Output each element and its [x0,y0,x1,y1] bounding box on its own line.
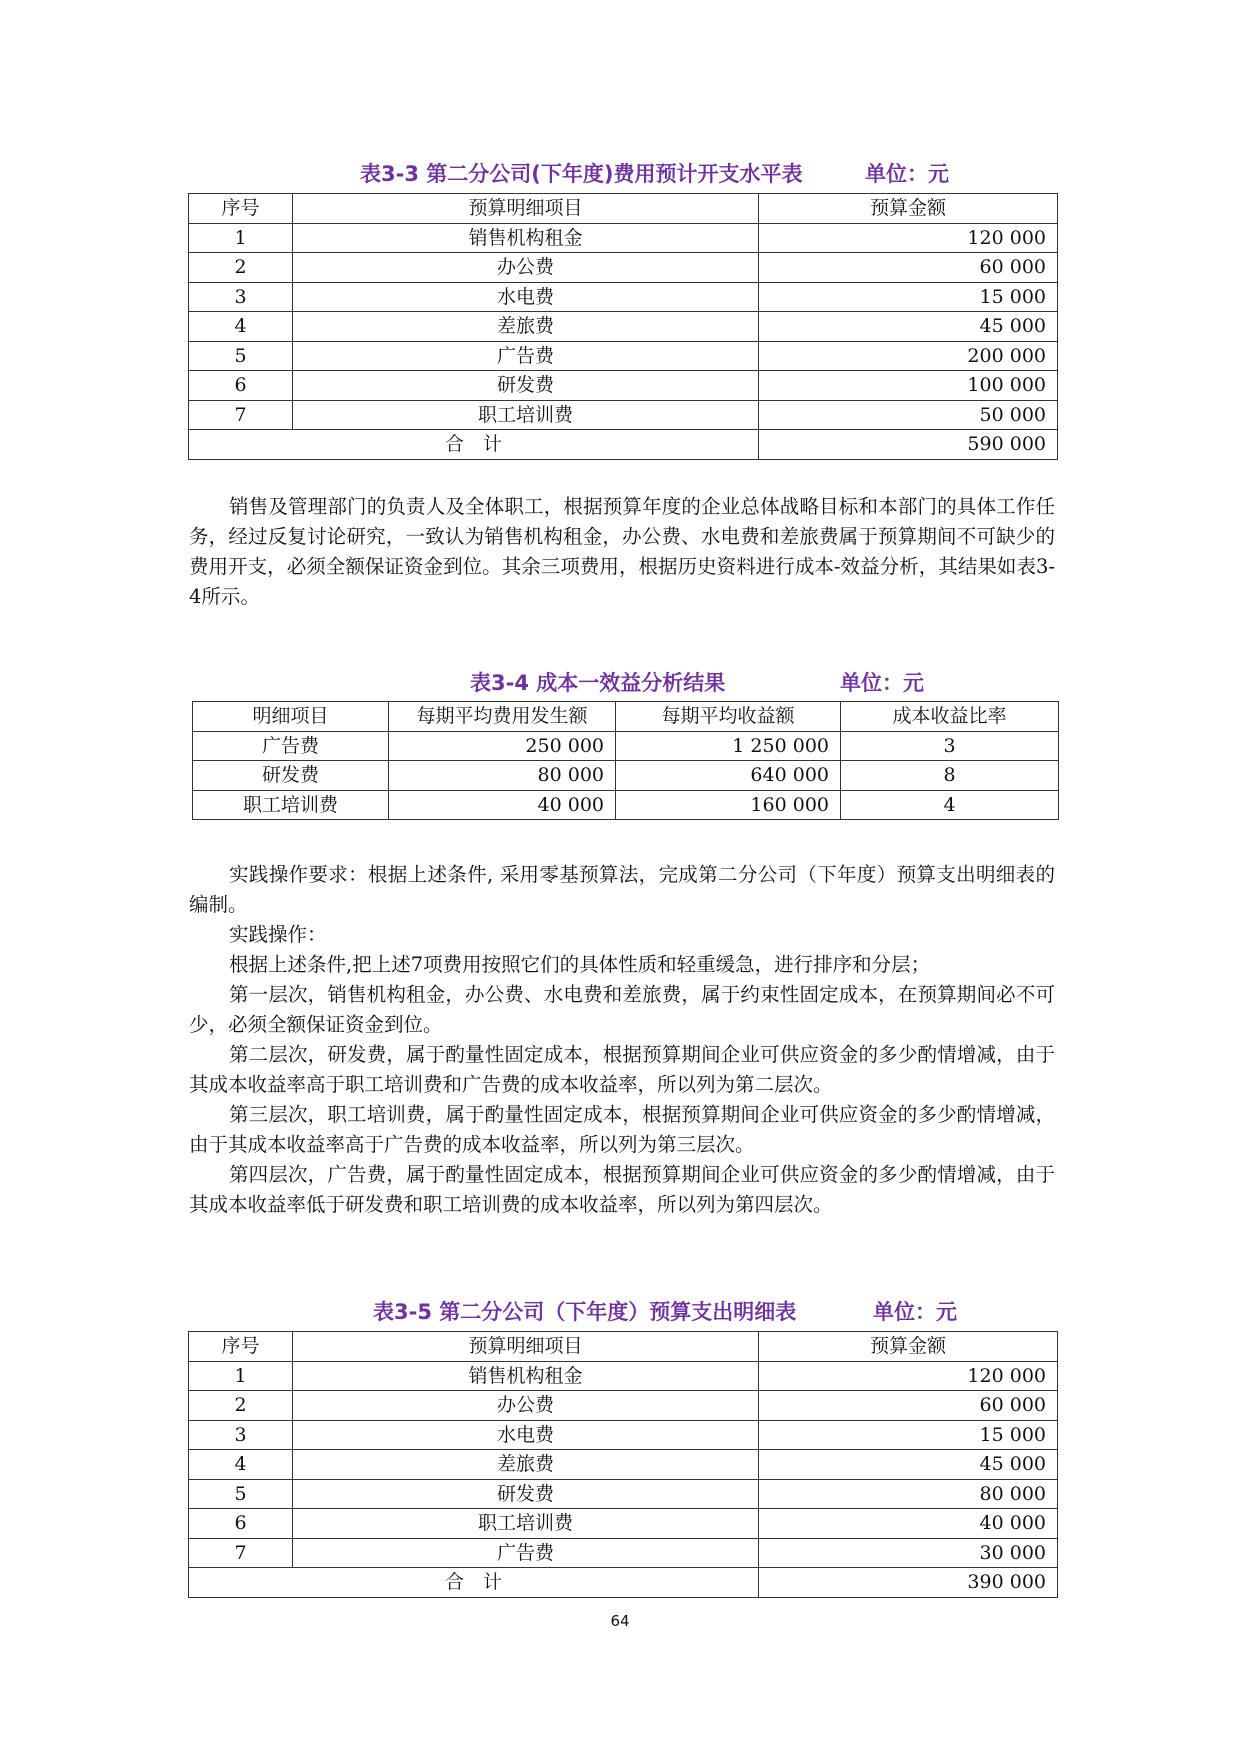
table-row [189,223,1058,253]
table-3-4-title: 表3-4 成本一效益分析结果 [470,671,726,695]
row-income: 160 000 [616,790,841,820]
row-item: 办公费 [293,253,759,283]
row-number: 7 [189,1538,293,1568]
row-amount: 80 000 [759,1479,1058,1509]
table-row [193,790,1059,820]
table-3-4 [192,701,1059,820]
header-cell: 每期平均费用发生额 [389,702,616,732]
row-item: 销售机构租金 [293,223,759,253]
row-amount: 45 000 [759,312,1058,342]
row-number: 5 [189,1479,293,1509]
table-3-5-title: 表3-5 第二分公司（下年度）预算支出明细表 [373,1300,797,1324]
table-row [189,400,1058,430]
table-row [189,1509,1058,1539]
row-number: 3 [189,1420,293,1450]
practice-requirement: 实践操作要求：根据上述条件, 采用零基预算法，完成第二分公司（下年度）预算支出明细表的编制。 [189,863,1055,916]
table-3-3-title: 表3-3 第二分公司(下年度)费用预计开支水平表 [360,162,803,186]
row-item: 研发费 [293,371,759,401]
table-3-4-unit: 单位：元 [840,671,924,695]
practice-heading: 实践操作： [229,923,327,946]
tier-4-paragraph: 第四层次，广告费，属于酌量性固定成本，根据预算期间企业可供应资金的多少酌情增减，由于其成本收益率低于研发费和职工培训费的成本收益率，所以列为第四层次。 [189,1163,1055,1216]
table-row [189,1538,1058,1568]
header-cell: 预算明细项目 [293,194,759,224]
row-item: 差旅费 [293,1450,759,1480]
row-item: 广告费 [293,341,759,371]
row-item: 差旅费 [293,312,759,342]
row-amount: 15 000 [759,282,1058,312]
table-3-3-caption [0,154,1240,190]
tier-2-paragraph: 第二层次，研发费，属于酌量性固定成本，根据预算期间企业可供应资金的多少酌情增减，由于其成本收益率高于职工培训费和广告费的成本收益率，所以列为第二层次。 [189,1043,1055,1096]
row-item: 职工培训费 [293,400,759,430]
row-income: 1 250 000 [616,731,841,761]
header-cell: 预算金额 [759,1332,1058,1362]
table-row [189,1420,1058,1450]
row-amount: 15 000 [759,1420,1058,1450]
row-amount: 120 000 [759,223,1058,253]
row-amount: 30 000 [759,1538,1058,1568]
row-amount: 120 000 [759,1361,1058,1391]
table-row [189,1450,1058,1480]
row-amount: 40 000 [759,1509,1058,1539]
row-number: 1 [189,223,293,253]
table-3-5 [188,1331,1058,1598]
table-row [193,761,1059,791]
header-cell: 序号 [189,194,293,224]
total-amount: 390 000 [759,1568,1058,1598]
table-header-row [189,194,1058,224]
total-label: 合 计 [189,1568,759,1598]
table-total-row [189,1568,1058,1598]
page-number: 64 [610,1612,630,1630]
table-row [189,371,1058,401]
row-income: 640 000 [616,761,841,791]
header-cell: 预算明细项目 [293,1332,759,1362]
row-item: 广告费 [193,731,389,761]
header-cell: 每期平均收益额 [616,702,841,732]
table-row [189,312,1058,342]
tier-1-paragraph: 第一层次，销售机构租金，办公费、水电费和差旅费，属于约束性固定成本，在预算期间必不可少，必须全额保证资金到位。 [189,983,1055,1036]
table-3-5-caption [0,1292,1240,1328]
table-total-row [189,430,1058,460]
table-row [189,1391,1058,1421]
row-number: 5 [189,341,293,371]
row-ratio: 3 [841,731,1059,761]
row-cost: 40 000 [389,790,616,820]
row-amount: 100 000 [759,371,1058,401]
row-amount: 60 000 [759,1391,1058,1421]
row-number: 2 [189,1391,293,1421]
row-number: 6 [189,371,293,401]
practice-section [189,860,1055,1220]
table-header-row [193,702,1059,732]
row-item: 销售机构租金 [293,1361,759,1391]
row-item: 职工培训费 [293,1509,759,1539]
row-item: 研发费 [293,1479,759,1509]
table-row [193,731,1059,761]
table-3-3 [188,193,1058,460]
header-cell: 预算金额 [759,194,1058,224]
row-item: 广告费 [293,1538,759,1568]
header-cell: 明细项目 [193,702,389,732]
total-amount: 590 000 [759,430,1058,460]
row-number: 3 [189,282,293,312]
row-amount: 60 000 [759,253,1058,283]
table-row [189,253,1058,283]
row-number: 7 [189,400,293,430]
practice-intro: 根据上述条件,把上述7项费用按照它们的具体性质和轻重缓急，进行排序和分层； [229,953,931,976]
tier-3-paragraph: 第三层次，职工培训费，属于酌量性固定成本，根据预算期间企业可供应资金的多少酌情增减，由于其成本收益率高于广告费的成本收益率，所以列为第三层次。 [189,1103,1055,1156]
paragraph-1: 销售及管理部门的负责人及全体职工，根据预算年度的企业总体战略目标和本部门的具体工作任务，经过反复讨论研究，一致认为销售机构租金，办公费、水电费和差旅费属于预算期间不可缺少的费用开支，必须全额保证资金到位。其余三项费用，根据历史资料进行成本-效益分析，其结果如表3-4所示。 [189,495,1055,608]
row-cost: 250 000 [389,731,616,761]
total-label: 合 计 [189,430,759,460]
row-item: 研发费 [193,761,389,791]
table-row [189,1361,1058,1391]
table-header-row [189,1332,1058,1362]
row-number: 2 [189,253,293,283]
row-ratio: 8 [841,761,1059,791]
table-3-5-unit: 单位：元 [873,1300,957,1324]
row-item: 水电费 [293,1420,759,1450]
header-cell: 序号 [189,1332,293,1362]
row-number: 6 [189,1509,293,1539]
table-row [189,282,1058,312]
row-item: 职工培训费 [193,790,389,820]
row-amount: 200 000 [759,341,1058,371]
header-cell: 成本收益比率 [841,702,1059,732]
row-number: 4 [189,1450,293,1480]
row-ratio: 4 [841,790,1059,820]
row-amount: 50 000 [759,400,1058,430]
row-item: 水电费 [293,282,759,312]
table-3-4-caption [0,663,1240,699]
row-number: 1 [189,1361,293,1391]
row-number: 4 [189,312,293,342]
row-amount: 45 000 [759,1450,1058,1480]
table-row [189,1479,1058,1509]
table-row [189,341,1058,371]
table-3-3-unit: 单位：元 [865,162,949,186]
row-cost: 80 000 [389,761,616,791]
row-item: 办公费 [293,1391,759,1421]
